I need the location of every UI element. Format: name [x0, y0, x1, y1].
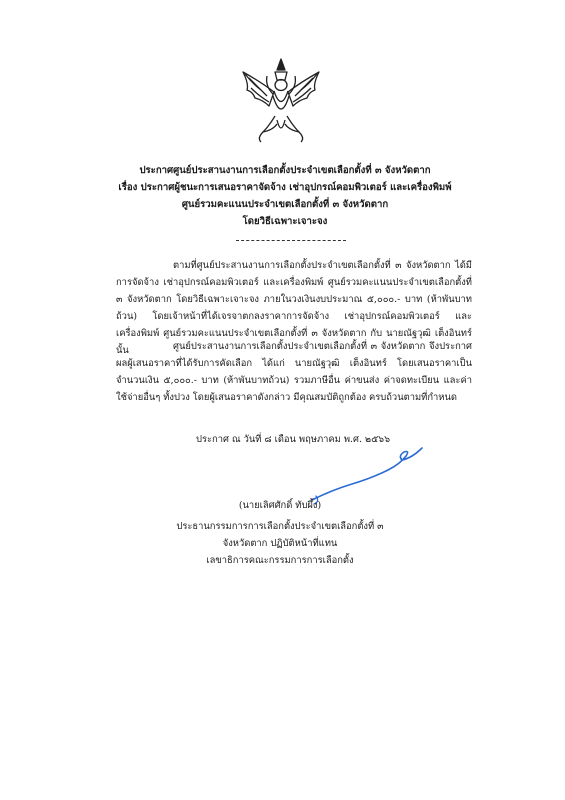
signatory-title-3: เลขาธิการคณะกรรมการการเลือกตั้ง	[206, 555, 354, 566]
signatory-name: (นายเลิศศักดิ์ ทับผึ้ง)	[238, 500, 322, 511]
paragraph-1-text: ตามที่ศูนย์ประสานงานการเลือกตั้งประจำเขตเลือกตั้งที่ ๓ จังหวัดตาก ได้มีการจัดจ้าง เช่าอุปกรณ์คอมพิวเตอร์ และเครื่องพิมพ์ ศูนย์รวมคะแนนประจำเขตเลือกตั้งที่ ๓ จังหวัดตาก โดยวิธีเฉพาะเจาะจง ภายในวงเงินงบประมาณ ๕,๐๐๐.- บาท (ห้าพันบาทถ้วน) โดยเจ้าหน้าที่ได้เจรจาตกลงราคาการจัดจ้าง เช่าอุปกรณ์คอมพิวเตอร์ และเครื่องพิมพ์ ศูนย์รวมคะแนนประจำเขตเลือกตั้งที่ ๓ จังหวัดตาก กับ นายณัฐวุฒิ เต็งอินทร์ นั้น	[116, 260, 472, 356]
header-title: ประกาศศูนย์ประสานงานการเลือกตั้งประจำเขตเลือกตั้งที่ ๓ จังหวัดตาก	[139, 165, 431, 176]
header-subject: เรื่อง ประกาศผู้ชนะการเสนอราคาจัดจ้าง เช่าอุปกรณ์คอมพิวเตอร์ และเครื่องพิมพ์	[118, 182, 452, 193]
signature-block	[150, 497, 410, 569]
divider	[236, 240, 346, 241]
header-subject-cont: ศูนย์รวมคะแนนประจำเขตเลือกตั้งที่ ๓ จังหวัดตาก	[181, 199, 389, 210]
body-paragraph-2	[116, 338, 472, 406]
paragraph-2-text: ศูนย์ประสานงานการเลือกตั้งประจำเขตเลือกตั้งที่ ๓ จังหวัดตาก จึงประกาศผลผู้เสนอราคาที่ได้รับการคัดเลือก ได้แก่ นายณัฐวุฒิ เต็งอินทร์ โดยเสนอราคาเป็นจำนวนเงิน ๕,๐๐๐.- บาท (ห้าพันบาทถ้วน) รวมภาษีอื่น ค่าขนส่ง ค่าจดทะเบียน และค่าใช้จ่ายอื่นๆ ทั้งปวง โดยผู้เสนอราคาดังกล่าว มีคุณสมบัติถูกต้อง ครบถ้วนตามที่กำหนด	[116, 341, 472, 403]
announcement-date: ประกาศ ณ วันที่ ๘ เดือน พฤษภาคม พ.ศ. ๒๕๖๖	[196, 434, 391, 445]
signatory-title-1: ประธานกรรมการการเลือกตั้งประจำเขตเลือกตั้งที่ ๓	[176, 521, 384, 532]
announcement-header	[70, 162, 500, 230]
signatory-title-2: จังหวัดตาก ปฏิบัติหน้าที่แทน	[222, 538, 338, 549]
garuda-emblem-icon	[233, 56, 329, 144]
header-method: โดยวิธีเฉพาะเจาะจง	[242, 216, 328, 227]
